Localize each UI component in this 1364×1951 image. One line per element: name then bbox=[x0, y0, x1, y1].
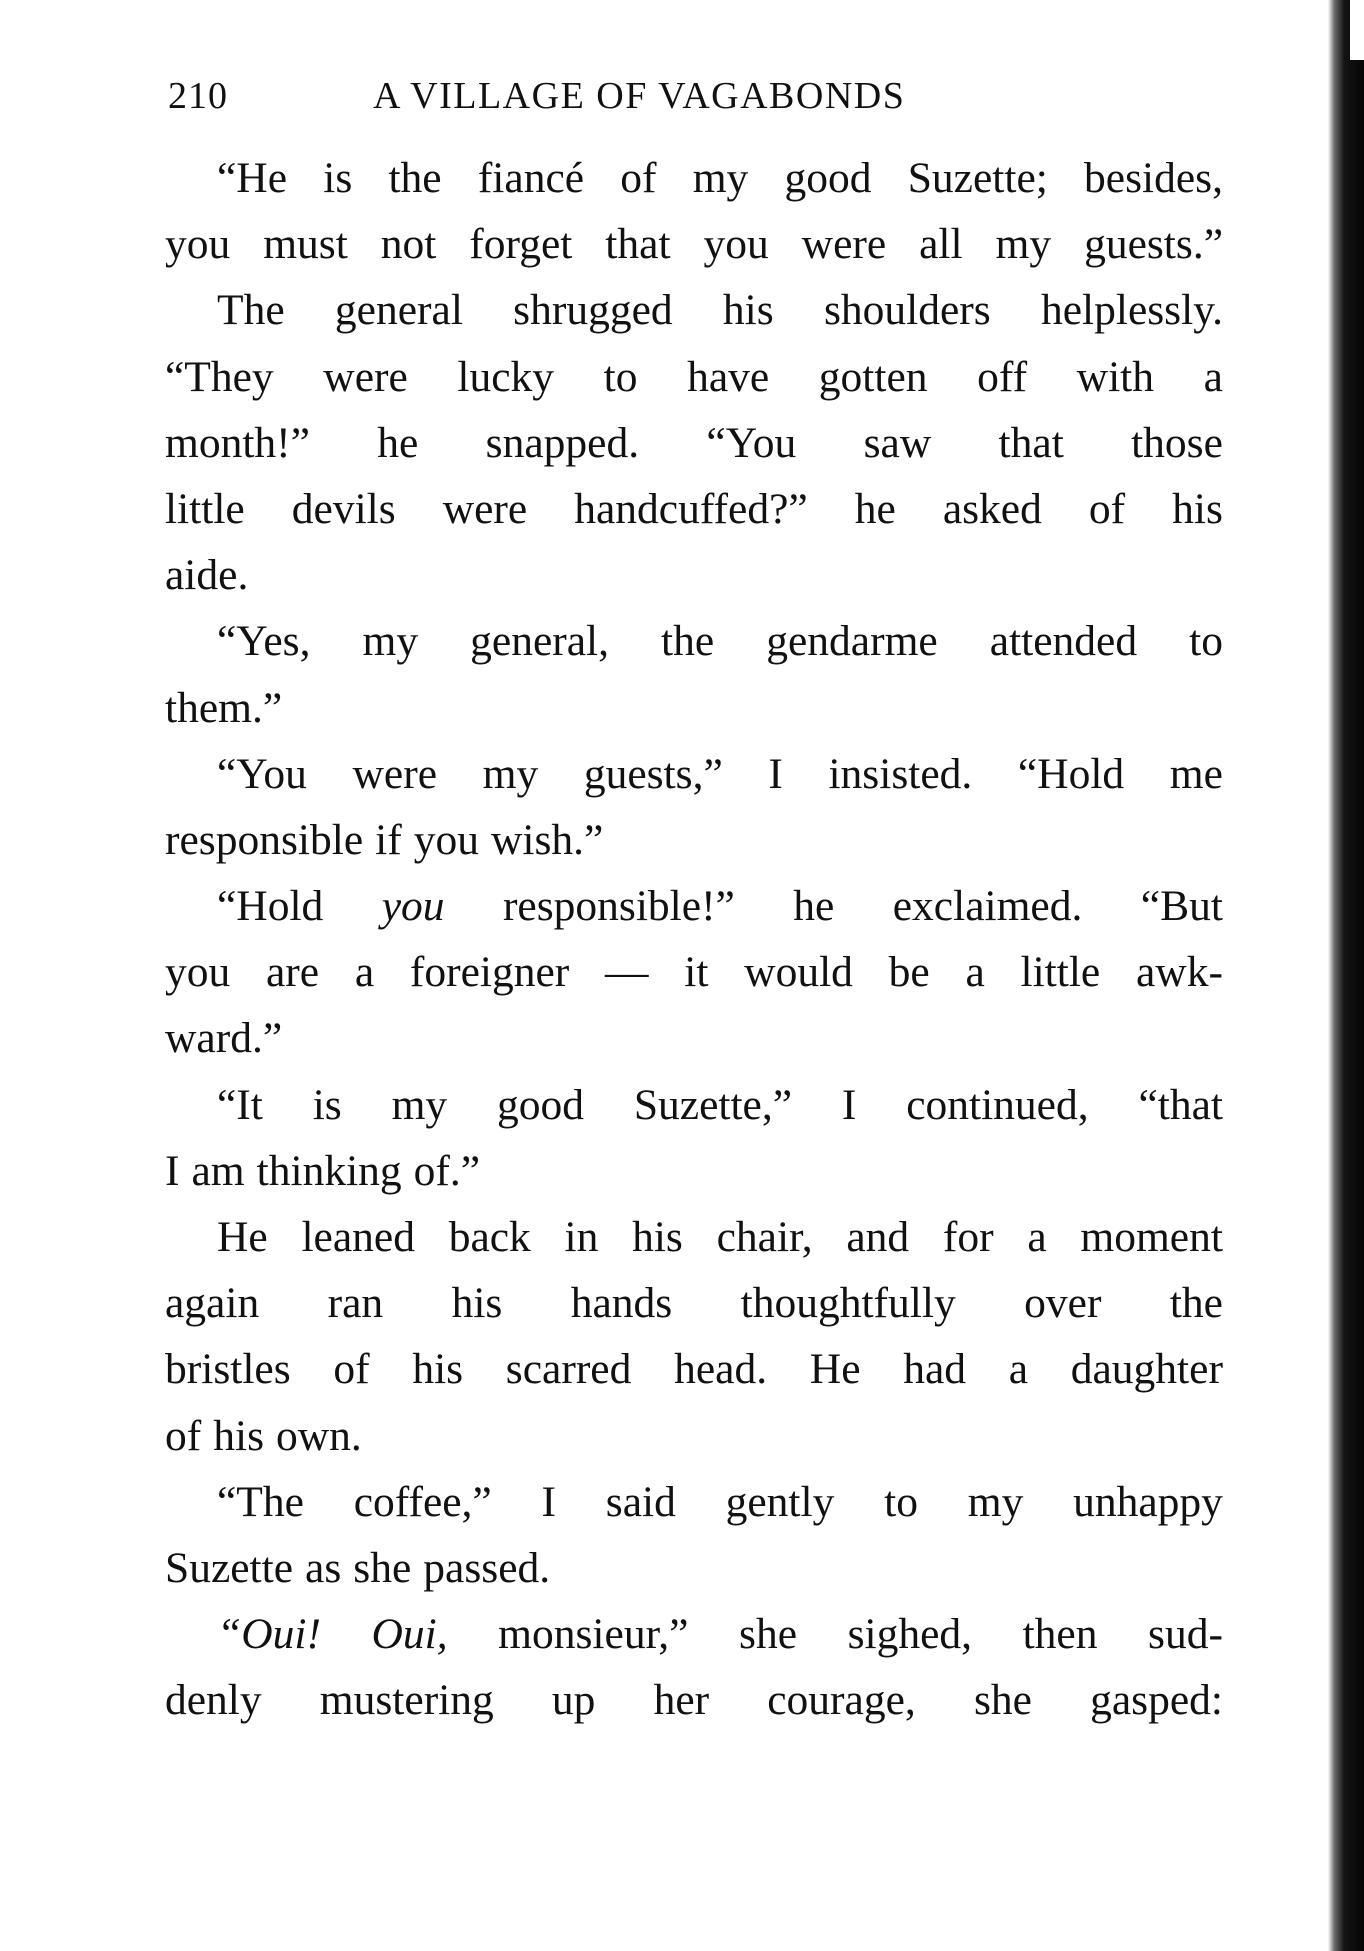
text-line bbox=[165, 1336, 1223, 1402]
text-line bbox=[165, 410, 1223, 476]
word: he bbox=[793, 882, 835, 931]
body-text bbox=[165, 145, 1223, 1734]
word: helplessly. bbox=[1040, 286, 1223, 335]
running-header bbox=[168, 74, 1028, 124]
word: shoulders bbox=[823, 286, 991, 335]
word: monsieur,” bbox=[498, 1610, 689, 1659]
word: his bbox=[1172, 484, 1223, 533]
text-line bbox=[165, 145, 1223, 211]
word: you bbox=[381, 882, 445, 931]
word: The bbox=[217, 286, 285, 335]
word: hands bbox=[570, 1279, 673, 1328]
word: with bbox=[1076, 352, 1154, 401]
word: “Hold bbox=[1017, 749, 1125, 798]
word: my bbox=[391, 1080, 448, 1129]
word: Oui, bbox=[371, 1610, 448, 1659]
word: “But bbox=[1140, 882, 1223, 931]
word: be bbox=[888, 948, 930, 997]
word: thinking bbox=[256, 1146, 402, 1195]
text-line bbox=[165, 344, 1223, 410]
text-line bbox=[165, 1138, 1223, 1204]
word: the bbox=[661, 617, 715, 666]
text-line bbox=[165, 741, 1223, 807]
word: his bbox=[412, 1345, 464, 1394]
word: my bbox=[482, 749, 539, 798]
word: mustering bbox=[319, 1676, 494, 1725]
text-line bbox=[165, 1270, 1223, 1336]
word: I bbox=[841, 1080, 857, 1129]
word: thoughtfully bbox=[740, 1279, 956, 1328]
word: forget bbox=[469, 220, 573, 269]
word: general, bbox=[470, 617, 610, 666]
word: up bbox=[551, 1676, 596, 1725]
word: if bbox=[375, 815, 402, 864]
text-line bbox=[165, 476, 1223, 542]
text-line bbox=[165, 1403, 1223, 1469]
text-line bbox=[165, 608, 1223, 674]
text-line bbox=[165, 1667, 1223, 1733]
word: am bbox=[191, 1146, 245, 1195]
word: you bbox=[703, 220, 769, 269]
word: “Hold bbox=[217, 882, 324, 931]
word: fiancé bbox=[477, 154, 585, 202]
word: a bbox=[1203, 352, 1223, 401]
word: head. bbox=[674, 1345, 768, 1394]
word: foreigner bbox=[409, 948, 570, 997]
word: continued, bbox=[906, 1080, 1089, 1129]
text-line bbox=[165, 1601, 1223, 1667]
word: to bbox=[884, 1477, 918, 1526]
word: it bbox=[684, 948, 709, 997]
word: gently bbox=[725, 1477, 835, 1526]
word: a bbox=[1008, 1345, 1029, 1394]
word: “Oui! bbox=[217, 1610, 321, 1659]
word: little bbox=[1020, 948, 1101, 997]
text-line bbox=[165, 1072, 1223, 1138]
word: “It bbox=[217, 1080, 263, 1129]
word: are bbox=[265, 948, 320, 997]
word: “You bbox=[217, 749, 307, 798]
word: over bbox=[1024, 1279, 1102, 1328]
word: ward.” bbox=[165, 1014, 283, 1063]
word: good bbox=[496, 1080, 584, 1129]
word: he bbox=[377, 418, 419, 467]
word: of bbox=[1088, 484, 1126, 533]
word: of bbox=[333, 1345, 370, 1394]
text-line bbox=[165, 1204, 1223, 1270]
word: — bbox=[605, 948, 649, 997]
word: passed. bbox=[423, 1543, 551, 1592]
word: my bbox=[362, 617, 419, 666]
word: chair, bbox=[716, 1213, 813, 1261]
word: is bbox=[312, 1080, 342, 1129]
word: He bbox=[217, 1213, 268, 1261]
running-title: A VILLAGE OF VAGABONDS bbox=[373, 75, 906, 117]
word: his bbox=[632, 1213, 683, 1261]
word: my bbox=[692, 154, 749, 202]
word: leaned bbox=[301, 1213, 415, 1261]
text-line bbox=[165, 675, 1223, 741]
word: snapped. bbox=[485, 418, 640, 467]
word: in bbox=[564, 1213, 599, 1261]
word: “They bbox=[165, 352, 274, 401]
word: Suzette bbox=[165, 1543, 294, 1592]
word: attended bbox=[989, 617, 1138, 666]
word: sighed, bbox=[847, 1610, 973, 1659]
word: “that bbox=[1138, 1080, 1223, 1129]
word: he bbox=[854, 484, 896, 533]
word: gasped: bbox=[1090, 1676, 1223, 1725]
word: off bbox=[977, 352, 1028, 401]
text-line bbox=[165, 1005, 1223, 1071]
word: devils bbox=[291, 484, 396, 533]
word: would bbox=[744, 948, 853, 997]
word: her bbox=[653, 1676, 710, 1725]
word: them.” bbox=[165, 683, 283, 732]
word: and bbox=[846, 1213, 910, 1261]
page-number: 210 bbox=[168, 75, 228, 117]
word: were bbox=[801, 220, 887, 269]
word: “Yes, bbox=[217, 617, 311, 666]
page-edge-gap bbox=[1350, 0, 1364, 60]
word: responsible!” bbox=[502, 882, 735, 931]
word: those bbox=[1131, 418, 1223, 467]
word: denly bbox=[165, 1676, 262, 1725]
word: I bbox=[768, 749, 783, 798]
word: own. bbox=[276, 1411, 362, 1460]
text-line bbox=[165, 542, 1223, 608]
word: that bbox=[605, 220, 671, 269]
text-line bbox=[165, 873, 1223, 939]
word: besides, bbox=[1084, 154, 1223, 202]
word: ran bbox=[327, 1279, 384, 1328]
word: his bbox=[451, 1279, 503, 1328]
text-line bbox=[165, 939, 1223, 1005]
word: a bbox=[354, 948, 375, 997]
word: aide. bbox=[165, 551, 249, 600]
word: had bbox=[903, 1345, 967, 1394]
word: my bbox=[967, 1477, 1024, 1526]
word: were bbox=[352, 749, 437, 798]
text-line bbox=[165, 807, 1223, 873]
word: bristles bbox=[165, 1345, 291, 1394]
word: for bbox=[942, 1213, 994, 1261]
word: of bbox=[165, 1411, 202, 1460]
text-line bbox=[165, 211, 1223, 277]
word: you bbox=[165, 948, 231, 997]
word: “You bbox=[706, 418, 797, 467]
word: his bbox=[722, 286, 774, 335]
word: insisted. bbox=[828, 749, 973, 798]
word: you bbox=[165, 220, 231, 269]
word: Suzette; bbox=[907, 154, 1048, 202]
word: wish.” bbox=[490, 815, 604, 864]
word: said bbox=[605, 1477, 676, 1526]
word: I bbox=[165, 1146, 180, 1195]
word: you bbox=[413, 815, 479, 864]
word: have bbox=[687, 352, 770, 401]
word: a bbox=[1027, 1213, 1047, 1261]
word: saw bbox=[863, 418, 932, 467]
word: Suzette,” bbox=[633, 1080, 793, 1129]
word: of bbox=[620, 154, 657, 202]
word: is bbox=[323, 154, 353, 202]
word: a bbox=[965, 948, 985, 997]
word: coffee,” bbox=[353, 1477, 492, 1526]
word: gotten bbox=[818, 352, 928, 401]
word: gendarme bbox=[766, 617, 938, 666]
word: were bbox=[442, 484, 528, 533]
word: his bbox=[213, 1411, 265, 1460]
word: to bbox=[603, 352, 638, 401]
word: handcuffed?” bbox=[574, 484, 808, 533]
word: lucky bbox=[457, 352, 555, 401]
word: guests,” bbox=[583, 749, 723, 798]
word: were bbox=[323, 352, 408, 401]
word: as bbox=[305, 1543, 342, 1592]
word: sud- bbox=[1148, 1610, 1223, 1659]
word: not bbox=[380, 220, 437, 269]
page-edge-shadow bbox=[1328, 0, 1364, 1951]
word: responsible bbox=[165, 815, 364, 864]
word: general bbox=[334, 286, 463, 335]
text-line bbox=[165, 1469, 1223, 1535]
word: the bbox=[388, 154, 442, 202]
word: asked bbox=[942, 484, 1042, 533]
word: scarred bbox=[505, 1345, 632, 1394]
word: good bbox=[784, 154, 872, 202]
word: moment bbox=[1080, 1213, 1223, 1261]
word: guests.” bbox=[1084, 220, 1223, 269]
word: my bbox=[995, 220, 1052, 269]
word: must bbox=[263, 220, 348, 269]
word: “The bbox=[217, 1477, 304, 1526]
word: I bbox=[541, 1477, 557, 1526]
word: month!” bbox=[165, 418, 310, 467]
word: all bbox=[919, 220, 963, 269]
word: that bbox=[998, 418, 1064, 467]
word: courage, bbox=[767, 1676, 916, 1725]
word: then bbox=[1022, 1610, 1098, 1659]
text-line bbox=[165, 277, 1223, 343]
word: to bbox=[1189, 617, 1223, 666]
word: me bbox=[1169, 749, 1223, 798]
word: she bbox=[353, 1543, 412, 1592]
word: “He bbox=[217, 154, 288, 202]
word: He bbox=[809, 1345, 861, 1394]
word: the bbox=[1169, 1279, 1223, 1328]
word: awk- bbox=[1135, 948, 1223, 997]
word: she bbox=[739, 1610, 798, 1659]
word: back bbox=[448, 1213, 531, 1261]
word: exclaimed. bbox=[892, 882, 1083, 931]
word: of.” bbox=[413, 1146, 481, 1195]
word: unhappy bbox=[1073, 1477, 1223, 1526]
word: again bbox=[165, 1279, 260, 1328]
word: shrugged bbox=[513, 286, 673, 335]
word: daughter bbox=[1070, 1345, 1223, 1394]
text-line bbox=[165, 1535, 1223, 1601]
word: little bbox=[165, 484, 245, 533]
word: she bbox=[973, 1676, 1032, 1725]
